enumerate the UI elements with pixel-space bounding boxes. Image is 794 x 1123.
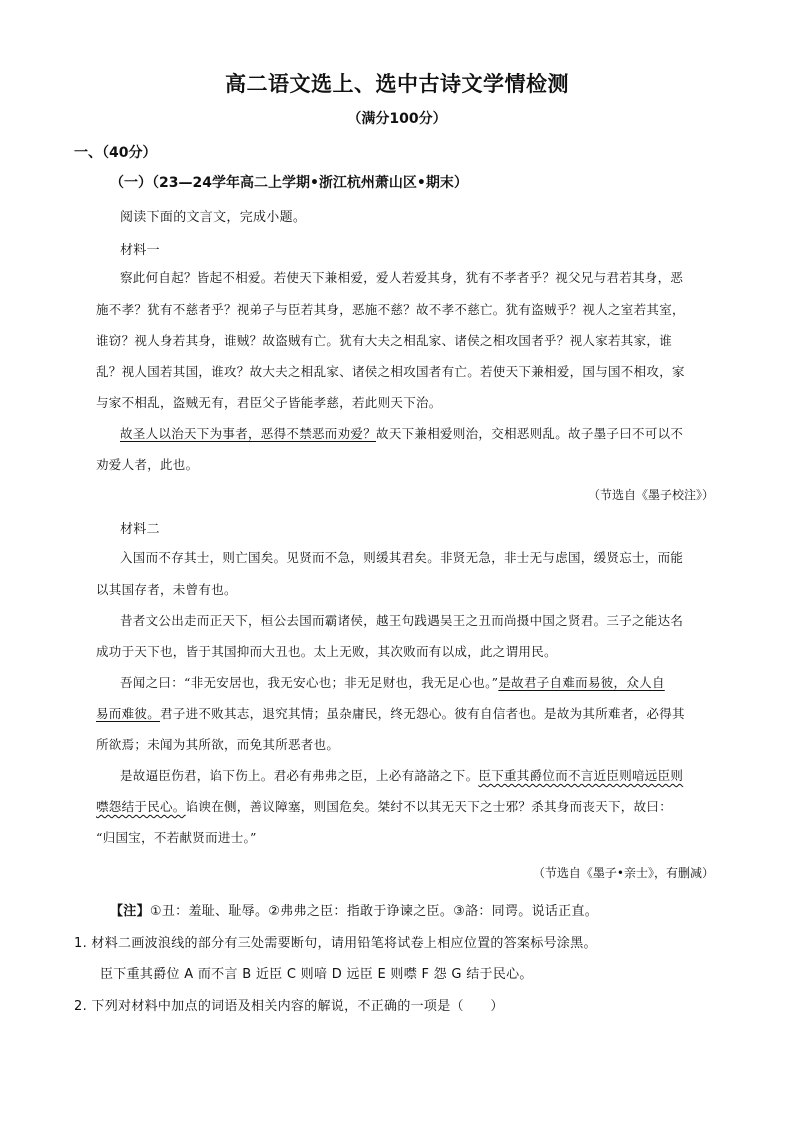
m1-line: 与家不相乱，盗贼无有，君臣父子皆能孝慈，若此则天下治。	[96, 395, 442, 410]
m1-line: 施不孝？犹有不慈者乎？视弟子与臣若其身，恶施不慈？故不孝不慈亡。犹有盗贼乎？视人之室若其室，	[96, 302, 685, 317]
m2-line-rest: 君子进不败其志，退究其情；虽杂庸民，终无怨心。彼有自信者也。是故为其所难者，必得其	[160, 706, 685, 721]
m1-line: 乱？视人国若其国，谁攻？故大夫之相乱家、诸侯之相攻国者有亡。若使天下兼相爱，国与国不相攻，家	[96, 364, 685, 379]
m2-line-start: 是故逼臣伤君，谄下伤上。君必有弗弗之臣，上必有詻詻之下。	[120, 768, 479, 783]
m1-line: 察此何自起？皆起不相爱。若使天下兼相爱，爱人若爱其身，犹有不孝者乎？视父兄与君若其身，恶	[120, 270, 684, 285]
m2-line: 所欲焉；未闻为其所欲，而免其所恶者也。	[96, 737, 340, 752]
wavy-underlined-sentence: 噤怨结于民心。	[96, 799, 186, 814]
note-text: ①丑：羞耻、耻辱。②弗弗之臣：指敢于诤谏之臣。③詻：同谔。说话正直。	[149, 904, 599, 919]
m1-line: 劝爱人者，此也。	[96, 457, 199, 472]
m1-line: 谁窃？视人身若其身，谁贼？故盗贼有亡。犹有大夫之相乱家、诸侯之相攻国者乎？视人家若其家，谁	[96, 333, 673, 348]
question-1: 1. 材料二画波浪线的部分有三处需要断句，请用铅笔将试卷上相应位置的答案标号涂黑。	[74, 936, 597, 951]
underlined-sentence: 故圣人以治天下为事者，恶得不禁恶而劝爱？	[120, 426, 377, 441]
annotation-note	[110, 900, 730, 919]
m2-line	[120, 766, 740, 784]
material1-label: 材料一	[120, 243, 160, 258]
part-heading: （一）（23—24学年高二上学期•浙江杭州萧山区•期末）	[110, 175, 468, 191]
m2-line	[96, 797, 716, 815]
page-subtitle: （满分100分）	[347, 111, 447, 127]
m2-line	[96, 704, 716, 722]
wavy-underlined-sentence: 臣下重其爵位而不言近臣则喑远臣则	[478, 768, 684, 783]
m2-line: 成功于天下也，皆于其国抑而大丑也。太上无败，其次败而有以成，此之谓用民。	[96, 644, 557, 659]
question-1-options: 臣下重其爵位 A 而不言 B 近臣 C 则喑 D 远臣 E 则噤 F 怨 G 结于民心。	[100, 967, 533, 982]
source-citation: （节选自《墨子校注》）	[587, 488, 714, 502]
underlined-sentence: 是故君子自难而易彼，众人自	[498, 675, 665, 690]
section-heading: 一、（40分）	[74, 145, 157, 161]
instruction-text: 阅读下面的文言文，完成小题。	[120, 210, 307, 225]
m1-line-rest: 故天下兼相爱则治，交相恶则乱。故子墨子曰不可以不	[376, 426, 684, 441]
source-citation: （节选自《墨子•亲士》，有删减）	[532, 866, 714, 880]
m2-line: 昔者文公出走而正天下，桓公去国而霸诸侯，越王句践遇吴王之丑而尚摄中国之贤君。三子之能达名	[120, 613, 684, 628]
material2-label: 材料二	[120, 522, 160, 537]
m2-line: “归国宝，不若献贤而进士。”	[96, 830, 257, 845]
m2-line: 入国而不存其士，则亡国矣。见贤而不急，则缓其君矣。非贤无急，非士无与虑国，缓贤忘士，而能	[120, 550, 684, 565]
quote-text: 吾闻之曰：“非无安居也，我无安心也；非无足财也，我无足心也。”	[120, 675, 499, 690]
m2-line: 以其国存者，未曾有也。	[96, 582, 237, 597]
question-2: 2. 下列对材料中加点的词语及相关内容的解说，不正确的一项是（ ）	[74, 999, 504, 1014]
m2-line	[120, 673, 740, 691]
m1-line	[120, 424, 740, 442]
note-label: 【注】	[110, 904, 150, 919]
m2-line-rest: 谄谀在侧，善议障塞，则国危矣。桀纣不以其无天下之士邪？杀其身而丧天下，故曰：	[185, 799, 673, 814]
underlined-sentence: 易而难彼。	[96, 706, 161, 721]
page-title: 高二语文选上、选中古诗文学情检测	[225, 72, 569, 96]
